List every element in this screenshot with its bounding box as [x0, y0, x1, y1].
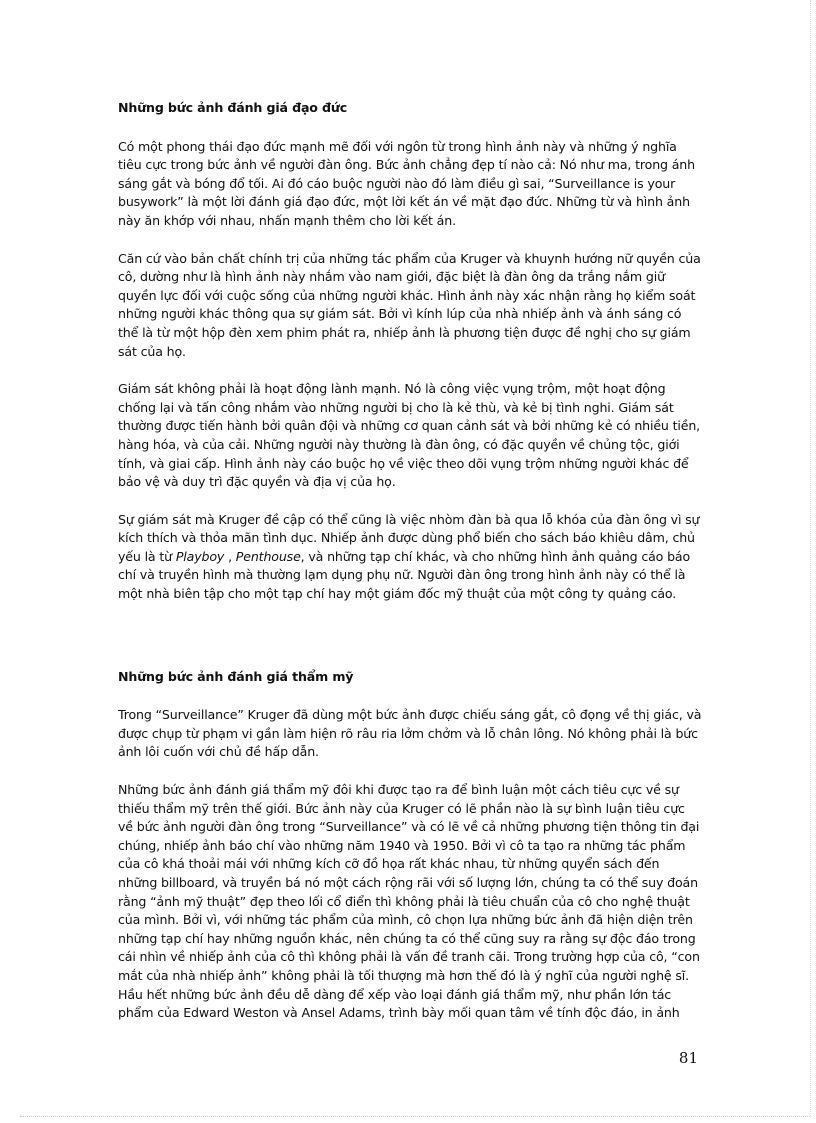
text-run: , — [224, 548, 236, 564]
paragraph: Giám sát không phải là hoạt động lành mạnh. Nó là công việc vụng trộm, một hoạt động chống lại và tấn công nhắm vào những người bị cho là kẻ thù, và kẻ bị tình nghi. Giám sát thường được tiến hành bởi quân đội và những cơ quan cảnh sát và bởi những kẻ có nhiều tiền, hàng hóa, và của cải. Những người này thường là đàn ông, có đặc quyền về chủng tộc, giới tính, và giai cấp. Hình ảnh này cáo buộc họ về việc theo dõi vụng trộm những người khác để bảo vệ và duy trì đặc quyền và địa vị của họ. — [118, 381, 701, 490]
magazine-title-playboy: Playboy — [175, 548, 225, 564]
section-heading-moral: Những bức ảnh đánh giá đạo đức — [118, 100, 348, 115]
magazine-title-penthouse: Penthouse — [235, 548, 301, 564]
text-run: Sự giám sát mà Kruger đề cập có thể cũng là việc nhòm đàn bà qua lỗ khóa của đàn ông vì sự kích thích và thỏa mãn tình dục. Nhiếp ảnh được dùng phổ biến cho sách báo khiêu dâm, chủ yếu là từ — [118, 511, 700, 564]
paragraph: Có một phong thái đạo đức mạnh mẽ đối với ngôn từ trong hình ảnh này và những ý nghĩa tiêu cực trong bức ảnh về người đàn ông. Bức ảnh chẳng đẹp tí nào cả: Nó như ma, trong ánh sáng gắt và bóng đổ tối. Ai đó cáo buộc người nào đó làm điều gì sai, “Surveillance is your busywork” là một lời đánh giá đạo đức, một lời kết án về mặt đạo đức. Những từ và hình ảnh này ăn khớp với nhau, nhấn mạnh thêm cho lời kết án. — [118, 138, 695, 228]
footer-divider — [20, 1116, 810, 1117]
paragraph-magazines — [118, 511, 702, 604]
side-divider — [810, 0, 811, 1116]
paragraph: Căn cứ vào bản chất chính trị của những tác phẩm của Kruger và khuynh hướng nữ quyền của cô, dường như là hình ảnh này nhắm vào nam giới, đặc biệt là đàn ông da trắng nắm giữ quyền lực đối với cuộc sống của những người khác. Hình ảnh này xác nhận rằng họ kiểm soát những người khác thông qua sự giám sát. Bởi vì kính lúp của nhà nhiếp ảnh và ánh sáng có thể là từ một hộp đèn xem phim phát ra, nhiếp ảnh là phương tiện được đề nghị cho sự giám sát của họ. — [118, 250, 701, 359]
paragraph: Những bức ảnh đánh giá thẩm mỹ đôi khi được tạo ra để bình luận một cách tiêu cực về sự thiếu thẩm mỹ trên thế giới. Bức ảnh này của Kruger có lẽ phần nào là sự bình luận tiêu cực về bức ảnh người đàn ông trong “Surveillance” và có lẽ về cả những phương tiện thông tin đại chúng, nhiếp ảnh báo chí vào những năm 1940 và 1950. Bởi vì cô ta tạo ra những tác phẩm của cô khá thoải mái với những kích cỡ đồ họa rất khác nhau, từ những quyển sách đến những billboard, và truyền bá nó một cách rộng rãi với số lượng lớn, chúng ta có thể suy đoán rằng “ảnh mỹ thuật” đẹp theo lối cổ điển thì không phải là tiêu chuẩn của cô cho nghệ thuật của mình. Bởi vì, với những tác phẩm của mình, cô chọn lựa những bức ảnh đã hiện diện trên những tạp chí hay những nguồn khác, nên chúng ta có thể cũng suy ra rằng sự độc đáo trong cái nhìn về nhiếp ảnh của cô thì không phải là vấn đề tranh cãi. Trong trường hợp của cô, “con mắt của nhà nhiếp ảnh” không phải là tối thượng mà hơn thế đó là ý nghĩ của người nghệ sĩ. Hầu hết những bức ảnh đều dễ dàng để xếp vào loại đánh giá thẩm mỹ, như phần lớn tác phẩm của Edward Weston và Ansel Adams, trình bày mối quan tâm về tính độc đáo, in ảnh — [118, 782, 700, 1021]
paragraph: Trong “Surveillance” Kruger đã dùng một bức ảnh được chiếu sáng gắt, cô đọng về thị giác, và được chụp từ phạm vi gần làm hiện rõ râu ria lởm chởm và lỗ chân lông. Nó không phải là bức ảnh lôi cuốn với chủ đề hấp dẫn. — [118, 707, 702, 760]
section-heading-aesthetic: Những bức ảnh đánh giá thẩm mỹ — [118, 668, 354, 684]
page-number: 81 — [678, 1049, 698, 1067]
text-run: , và những tạp chí khác, và cho những hình ảnh quảng cáo báo chí và truyền hình mà thường lạm dụng phụ nữ. Người đàn ông trong hình ảnh này có thể là một nhà biên tập cho một tạp chí hay một giám đốc mỹ thuật của một công ty quảng cáo. — [118, 548, 691, 602]
page-body — [118, 99, 702, 1042]
